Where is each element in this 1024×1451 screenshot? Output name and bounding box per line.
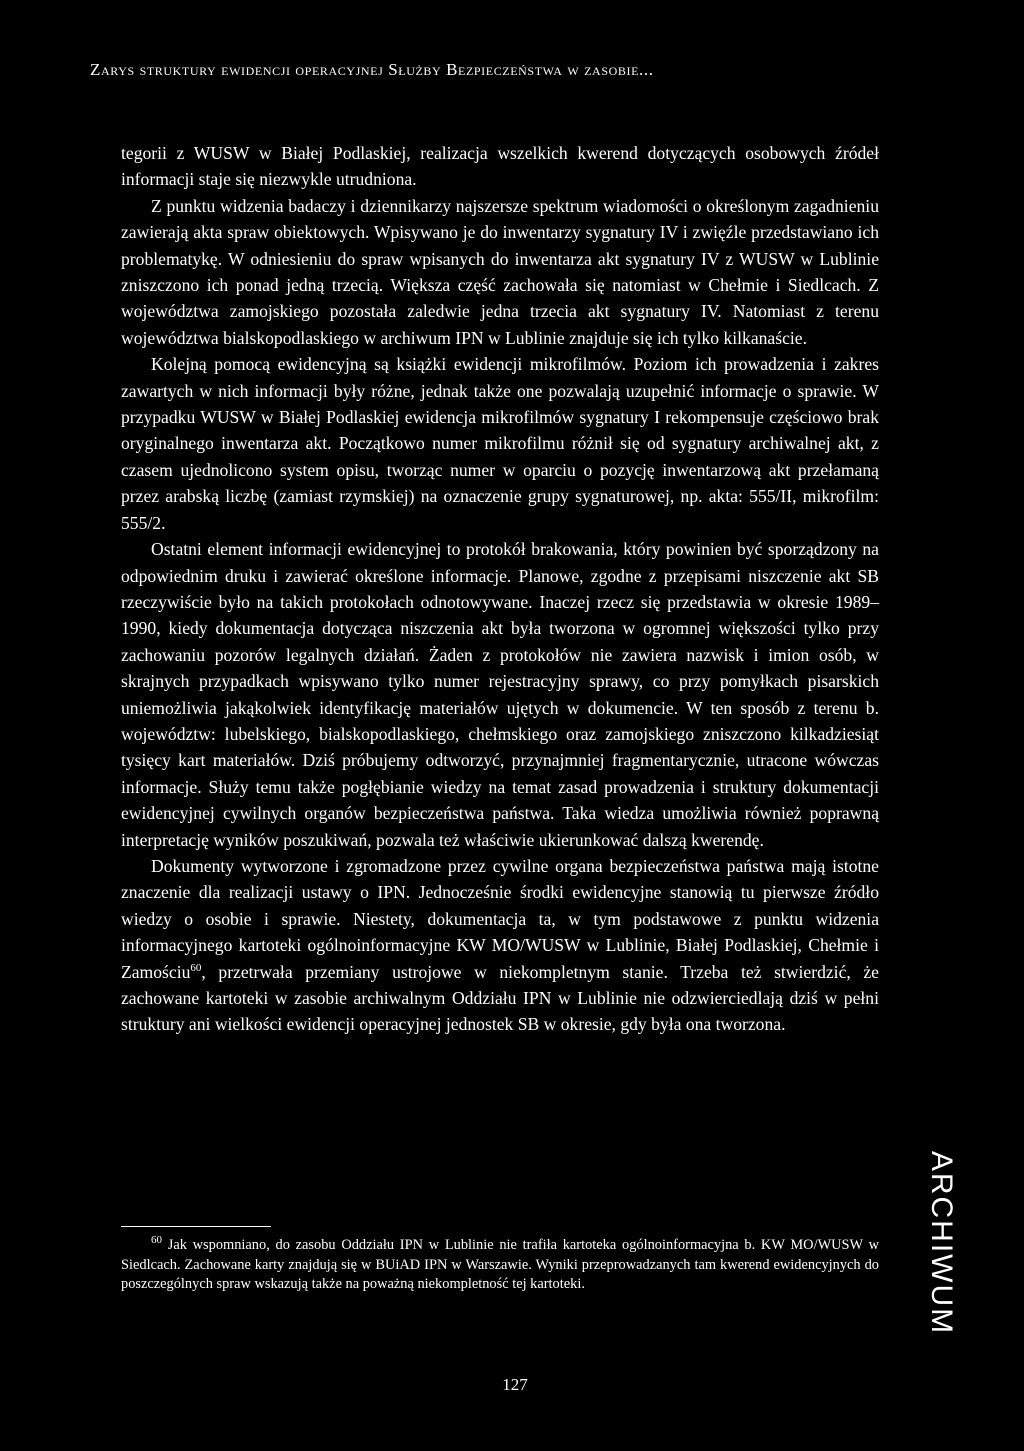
footnote-reference[interactable]: 60 xyxy=(190,961,202,974)
footnote-text: Jak wspomniano, do zasobu Oddziału IPN w Lublinie nie trafiła kartoteka ogólnoinformacyjna b. KW MO/WUSW w Siedlcach. Zachowane karty znajdują się w BUiAD IPN w Warszawie. Wyniki przeprowadzanych tam kwerend ewidencyjnych do poszczególnych spraw wskazują także na poważną niekompletność tej kartoteki. xyxy=(121,1237,879,1292)
paragraph-4: Ostatni element informacji ewidencyjnej to protokół brakowania, który powinien być sporządzony na odpowiednim druku i zawierać określone informacje. Planowe, zgodne z przepisami niszczenie akt SB rzeczywiście było na takich protokołach odnotowywane. Inaczej rzecz się przedstawia w okresie 1989–1990, kiedy dokumentacja dotycząca niszczenia akt była tworzona w ogromnej większości tylko przy zachowaniu pozorów legalnych działań. Żaden z protokołów nie zawiera nazwisk i imion osób, w skrajnych przypadkach wpisywano tylko numer rejestracyjny sprawy, co przy pomyłkach pisarskich uniemożliwia jakąkolwiek identyfikację materiałów ujętych w dokumencie. W ten sposób z terenu b. województw: lubelskiego, bialskopodlaskiego, chełmskiego oraz zamojskiego zniszczono kilkadziesiąt tysięcy kart materiałów. Dziś próbujemy odtworzyć, przynajmniej fragmentarycznie, utracone wówczas informacje. Służy temu także pogłębianie wiedzy na temat zasad prowadzenia i struktury dokumentacji ewidencyjnej cywilnych organów bezpieczeństwa państwa. Taka wiedza umożliwia również poprawną interpretację wyników poszukiwań, pozwala też właściwie ukierunkować dalszą kwerendę. xyxy=(121,539,879,850)
paragraph-5-text-start: Dokumenty wytworzone i zgromadzone przez cywilne organa bezpieczeństwa państwa mają istotne znaczenie dla realizacji ustawy o IPN. Jednocześnie środki ewidencyjne stanowią tu pierwsze źródło wiedzy o osobie i sprawie. Niestety, dokumentacja ta, w tym podstawowe z punktu widzenia informacyjnego kartoteki ogólnoinformacyjne KW MO/WUSW w Lublinie, Białej Podlaskiej, Chełmie i Zamościu xyxy=(121,855,879,982)
running-header: Zarys struktury ewidencji operacyjnej Służby Bezpieczeństwa w zasobie... xyxy=(90,60,654,79)
footnote-number: 60 xyxy=(151,1234,162,1247)
paragraph-1: tegorii z WUSW w Białej Podlaskiej, realizacja wszelkich kwerend dotyczących osobowych źródeł informacji staje się niezwykle utrudniona. xyxy=(121,143,879,190)
footnote-divider xyxy=(121,1226,271,1227)
paragraph-2: Z punktu widzenia badaczy i dziennikarzy najszersze spektrum wiadomości o określonym zagadnieniu zawierają akta spraw obiektowych. Wpisywano je do inwentarzy sygnatury IV i zwięźle przedstawiano ich problematykę. W odniesieniu do spraw wpisanych do inwentarza akt sygnatury IV z WUSW w Lublinie zniszczono ich ponad jedną trzecią. Większa część zachowała się natomiast w Chełmie i Siedlcach. Z województwa zamojskiego pozostała zaledwie jedna trzecia akt sygnatury IV. Natomiast z terenu województwa bialskopodlaskiego w archiwum IPN w Lublinie znajduje się ich tylko kilkanaście. xyxy=(121,195,879,348)
side-label-archiwum xyxy=(911,1128,971,1358)
paragraph-5-text-end: , przetrwała przemiany ustrojowe w niekompletnym stanie. Trzeba też stwierdzić, że zachowane kartoteki w zasobie archiwalnym Oddziału IPN w Lublinie nie odzwierciedlają dziś w pełni struktury ani wielkości ewidencji operacyjnej jednostek SB w okresie, gdy była ona tworzona. xyxy=(121,961,879,1035)
page-number: 127 xyxy=(502,1375,528,1394)
footnote xyxy=(121,1236,879,1295)
paragraph-5 xyxy=(121,853,879,1038)
main-text xyxy=(121,140,879,1038)
side-label-text: ARCHIWUM xyxy=(925,1150,958,1336)
paragraph-3: Kolejną pomocą ewidencyjną są książki ewidencji mikrofilmów. Poziom ich prowadzenia i zakres zawartych w nich informacji były różne, jednak także one pozwalają uzupełnić informacje o sprawie. W przypadku WUSW w Białej Podlaskiej ewidencja mikrofilmów sygnatury I rekompensuje częściowo brak oryginalnego inwentarza akt. Początkowo numer mikrofilmu różnił się od sygnatury archiwalnej akt, z czasem ujednolicono system opisu, tworząc numer w oparciu o pozycję inwentarzową akt przełamaną przez arabską liczbę (zamiast rzymskiej) na oznaczenie grupy sygnaturowej, np. akta: 555/II, mikrofilm: 555/2. xyxy=(121,354,879,533)
